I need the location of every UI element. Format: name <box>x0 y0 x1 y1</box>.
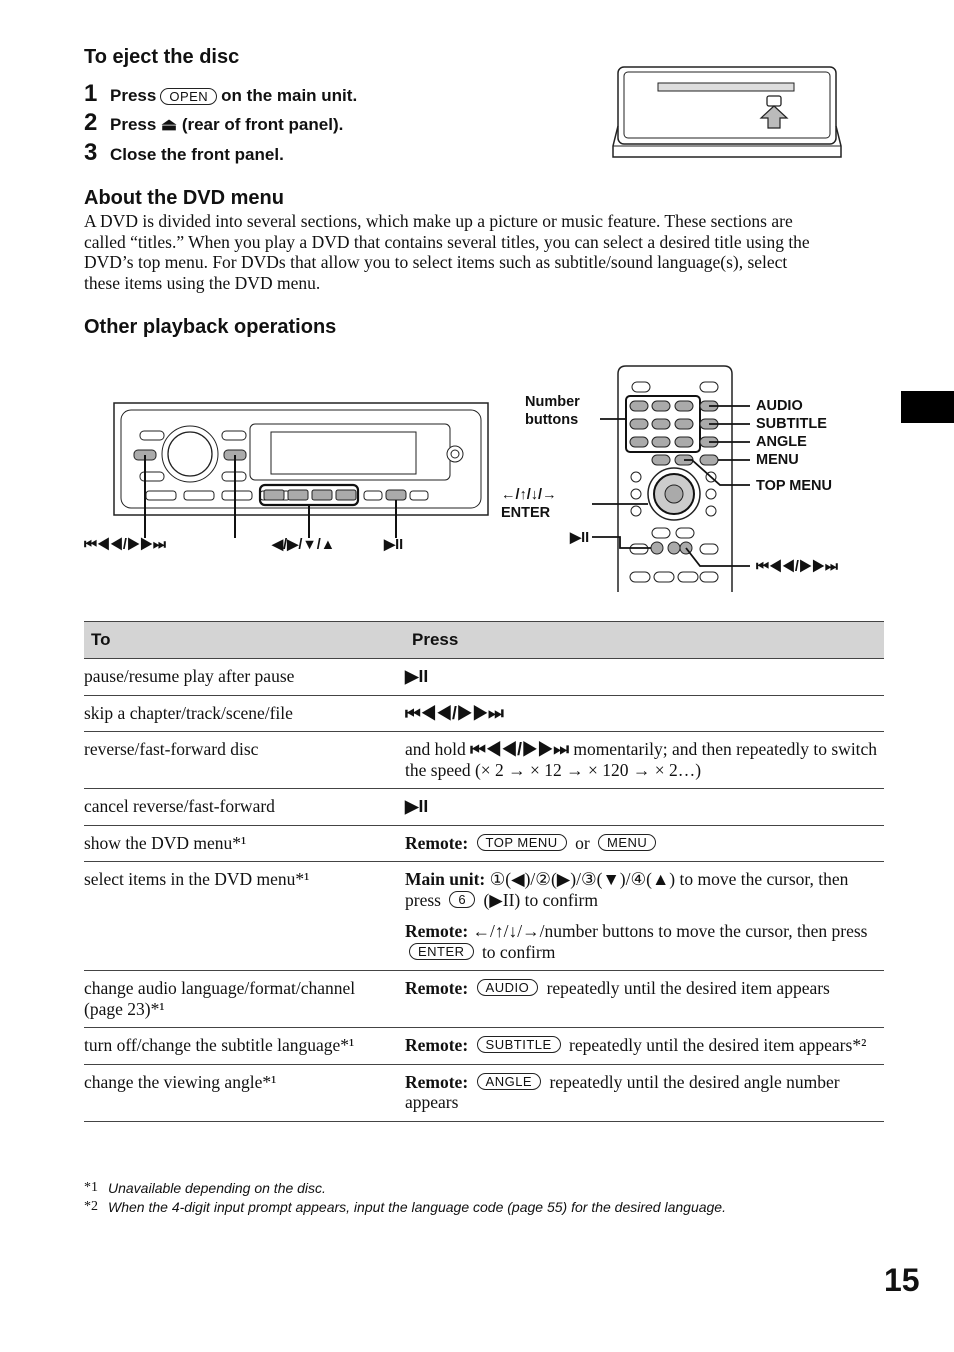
open-button-label: OPEN <box>160 88 217 105</box>
enter-arrows-label: ←/↑/↓/→ ENTER <box>501 487 557 521</box>
section-tab-marker <box>901 391 954 423</box>
button-6-label: 6 <box>449 891 475 908</box>
remote-skip-label: ⏮◀◀/▶▶⏭ <box>756 559 838 575</box>
number-buttons-label: Number buttons <box>525 394 580 428</box>
menu-button-label: MENU <box>598 834 656 851</box>
table-row: skip a chapter/track/scene/file ⏮◀◀/▶▶⏭ <box>84 695 884 732</box>
eject-title: To eject the disc <box>84 46 240 68</box>
other-playback-title: Other playback operations <box>84 316 337 338</box>
angle-button-label: ANGLE <box>477 1073 542 1090</box>
page-number: 15 <box>884 1262 920 1298</box>
eject-step-2: 2 Press ⏏ (rear of front panel). <box>84 109 344 136</box>
table-row: turn off/change the subtitle language*¹ Remote: SUBTITLE repeatedly until the desired item appears*² <box>84 1028 884 1065</box>
operations-table <box>84 621 884 1122</box>
menu-label: MENU <box>756 452 799 468</box>
enter-button-label: ENTER <box>409 943 474 960</box>
eject-step-1: 1 Press OPEN on the main unit. <box>84 80 358 107</box>
main-unit-illustration <box>84 398 494 558</box>
table-row: pause/resume play after pause ▶II <box>84 659 884 696</box>
dvd-menu-paragraph: A DVD is divided into several sections, which make up a picture or music feature. These sections are called “titles.” When you play a DVD that contains several titles, you can select a desired title using the DVD’s top menu. For DVDs that allow you to select items such as subtitle/sound language(s), select these items using the DVD menu. <box>84 211 810 293</box>
table-row: cancel reverse/fast-forward ▶II <box>84 789 884 826</box>
audio-button-label: AUDIO <box>477 979 539 996</box>
main-play-label: ▶II <box>384 537 404 553</box>
col-header-press: Press <box>405 622 884 659</box>
volume-dial <box>168 432 212 476</box>
front-panel-eject-illustration <box>610 64 844 164</box>
dvd-menu-title: About the DVD menu <box>84 187 284 209</box>
table-row: change audio language/format/channel (page 23)*¹ Remote: AUDIO repeatedly until the desired item appears <box>84 971 884 1028</box>
eject-button-icon <box>767 96 781 106</box>
audio-label: AUDIO <box>756 398 803 414</box>
remote-play-label: ▶II <box>570 530 590 546</box>
col-header-to: To <box>84 622 405 659</box>
table-header-row <box>84 622 884 659</box>
angle-label: ANGLE <box>756 434 807 450</box>
main-skip-label: ⏮◀◀/▶▶⏭ <box>84 537 166 553</box>
table-row: change the viewing angle*¹ Remote: ANGLE repeatedly until the desired angle number appears <box>84 1064 884 1121</box>
eject-step-3: 3 Close the front panel. <box>84 139 284 166</box>
top-menu-button-label: TOP MENU <box>477 834 567 851</box>
top-menu-label: TOP MENU <box>756 478 833 494</box>
remote-illustration <box>590 362 900 594</box>
footnote-2: *2 When the 4-digit input prompt appears, input the language code (page 55) for the desired language. <box>84 1199 726 1215</box>
footnote-1: *1 Unavailable depending on the disc. <box>84 1180 326 1196</box>
subtitle-button-label: SUBTITLE <box>477 1036 561 1053</box>
table-row: show the DVD menu*¹ Remote: TOP MENU or MENU <box>84 825 884 862</box>
subtitle-label: SUBTITLE <box>756 416 827 432</box>
main-play-pause-button <box>386 490 406 500</box>
table-row: select items in the DVD menu*¹ Main unit: ①(◀)/②(▶)/③(▼)/④(▲) to move the cursor, then press 6 (▶II) to confirm Remote: ←/↑/↓/→/number buttons to move the cursor, then press ENTER to confirm <box>84 862 884 971</box>
display-window <box>271 432 416 474</box>
table-row: reverse/fast-forward disc and hold ⏮◀◀/▶▶⏭ momentarily; and then repeatedly to switch the speed (× 2 → × 12 → × 120 → × 2…) <box>84 732 884 789</box>
main-arrows-label: ◀/▶/▼/▲ <box>272 537 336 553</box>
